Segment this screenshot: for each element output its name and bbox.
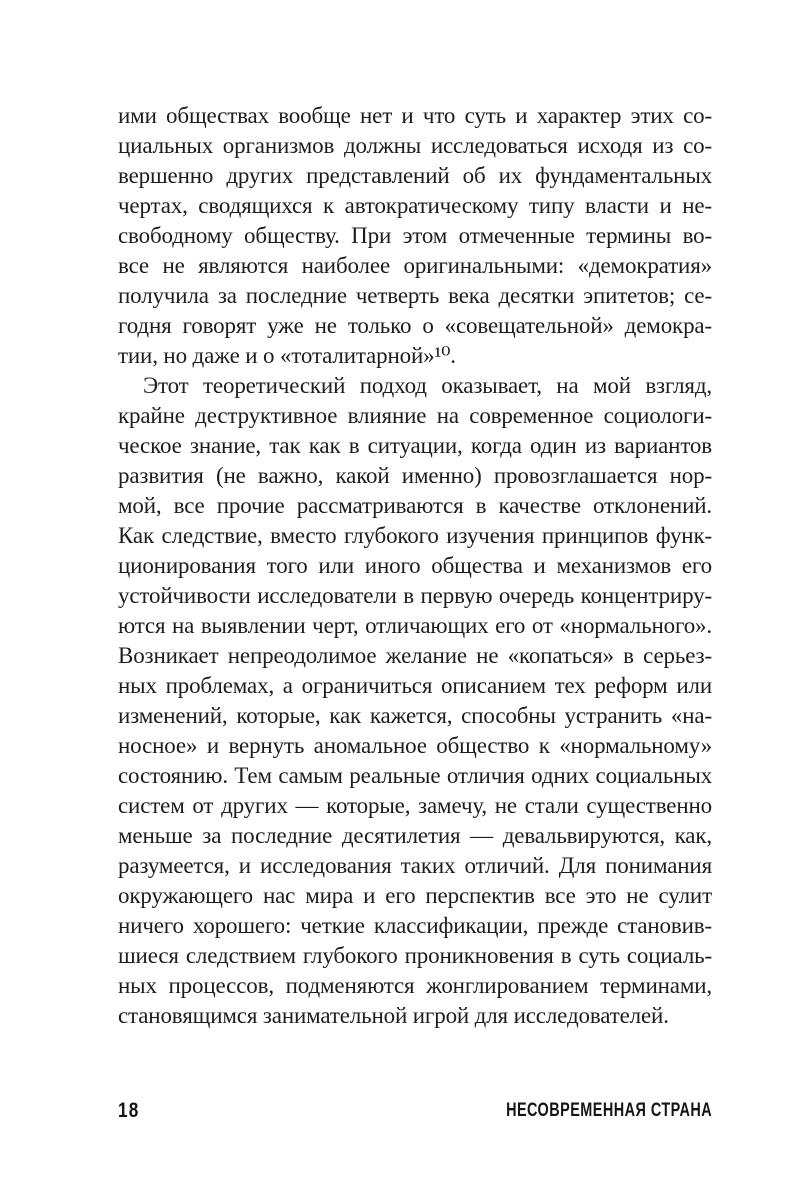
text-line: состоянию. Тем самым реальные отличия одних социальных bbox=[118, 763, 712, 788]
body-text-block bbox=[118, 101, 712, 1031]
text-line: шиеся следствием глубокого проникновения в суть социаль- bbox=[118, 943, 712, 968]
text-line: чертах, сводящихся к автократическому типу власти и не- bbox=[118, 193, 712, 218]
text-line: окружающего нас мира и его перспектив все это не сулит bbox=[118, 883, 712, 908]
text-line: вершенно других представлений об их фундаментальных bbox=[118, 163, 712, 188]
text-line: ничего хорошего: четкие классификации, прежде становив- bbox=[118, 913, 712, 938]
text-line: устойчивости исследователи в первую очередь концентриру- bbox=[118, 583, 712, 608]
text-line: Этот теоретический подход оказывает, на мой взгляд, bbox=[143, 373, 712, 398]
text-line: годня говорят уже не только о «совещательной» демокра- bbox=[118, 313, 712, 338]
text-line: свободному обществу. При этом отмеченные термины во- bbox=[118, 223, 712, 248]
text-line: систем от других — которые, замечу, не стали существенно bbox=[118, 793, 712, 818]
text-line: мой, все прочие рассматриваются в качестве отклонений. bbox=[118, 493, 712, 518]
text-line: крайне деструктивное влияние на современное социологи- bbox=[118, 403, 712, 428]
text-line: тии, но даже и о «тоталитарной»¹⁰. bbox=[118, 343, 456, 368]
page-number: 18 bbox=[118, 1099, 140, 1122]
text-line: ных процессов, подменяются жонглированием терминами, bbox=[118, 973, 712, 998]
text-line: носное» и вернуть аномальное общество к «нормальному» bbox=[118, 733, 712, 758]
text-line: ются на выявлении черт, отличающих его от «нормального». bbox=[118, 613, 712, 638]
text-line: развития (не важно, какой именно) провозглашается нор- bbox=[118, 463, 712, 488]
text-line: получила за последние четверть века десятки эпитетов; се- bbox=[118, 283, 712, 308]
text-line: ими обществах вообще нет и что суть и характер этих со- bbox=[118, 103, 712, 128]
text-line: изменений, которые, как кажется, способны устранить «на- bbox=[118, 703, 712, 728]
text-line: меньше за последние десятилетия — девальвируются, как, bbox=[118, 823, 712, 848]
text-line: ческое знание, так как в ситуации, когда один из вариантов bbox=[118, 433, 712, 458]
running-title: НЕСОВРЕМЕННАЯ СТРАНА bbox=[505, 1100, 712, 1121]
text-line: циальных организмов должны исследоваться исходя из со- bbox=[118, 133, 712, 158]
text-line: ных проблемах, а ограничиться описанием тех реформ или bbox=[118, 673, 712, 698]
text-line: все не являются наиболее оригинальными: «демократия» bbox=[118, 253, 712, 278]
page-footer bbox=[118, 1099, 712, 1123]
paragraph-continued bbox=[118, 101, 712, 371]
text-line: ционирования того или иного общества и механизмов его bbox=[118, 553, 712, 578]
text-line: становящимся занимательной игрой для исследователей. bbox=[118, 1003, 669, 1028]
text-line: Возникает непреодолимое желание не «копаться» в серьез- bbox=[118, 643, 712, 668]
text-line: разумеется, и исследования таких отличий. Для понимания bbox=[118, 853, 712, 878]
paragraph-second bbox=[118, 371, 712, 1031]
text-line: Как следствие, вместо глубокого изучения принципов функ- bbox=[118, 523, 712, 548]
